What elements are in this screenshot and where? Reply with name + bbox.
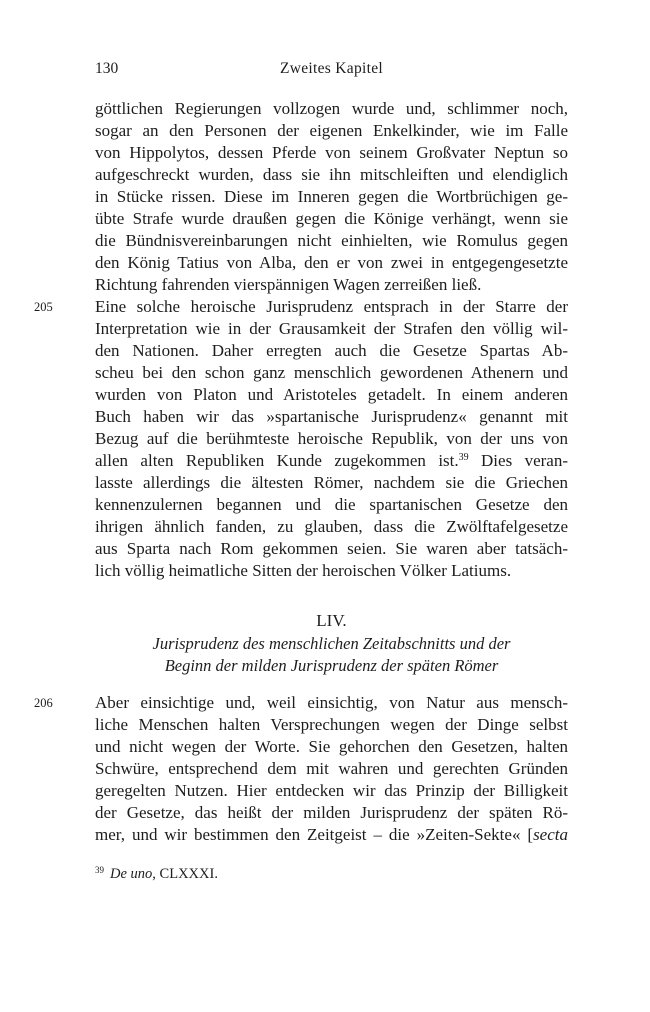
section-title [95, 633, 568, 677]
text-line: geregelten Nutzen. Hier entdecken wir das Prinzip der Billigkeit [95, 781, 568, 800]
paragraph-206 [95, 692, 568, 846]
text-line: Schwüre, entsprechend dem mit wahren und gerechten Gründen [95, 759, 568, 778]
text-line: Richtung fahrenden vierspännigen Wagen zerreißen ließ. [95, 275, 482, 294]
text-line: Aber einsichtige und, weil einsichtig, von Natur aus mensch- [95, 693, 568, 712]
footnote-number: 39 [95, 865, 104, 875]
text-line: Bezug auf die berühmteste heroische Republik, von der uns von [95, 429, 568, 448]
italic-term: secta [533, 825, 568, 844]
text-block-continuation [95, 98, 568, 296]
section-title-line: Beginn der milden Jurisprudenz der späten Römer [164, 656, 499, 675]
text-line: den König Tatius von Alba, den er von zwei in entgegengesetzte [95, 253, 568, 272]
paragraph-number-206: 206 [34, 696, 53, 710]
text-line: übte Strafe wurde draußen gegen die Könige verhängt, wenn sie [95, 209, 568, 228]
text-line: und nicht wegen der Worte. Sie gehorchen den Gesetzen, halten [95, 737, 568, 756]
text-line: lich völlig heimatliche Sitten der heroischen Völker Latiums. [95, 561, 512, 580]
text-line: aufgeschreckt wurden, dass sie ihn mitschleiften und elendiglich [95, 165, 568, 184]
section-title-line: Jurisprudenz des menschlichen Zeitabschnitts und der [152, 634, 511, 653]
footnote-reference[interactable]: 39 [458, 452, 469, 463]
section-number: LIV. [316, 611, 347, 630]
text-line: Interpretation wie in der Grausamkeit der Strafen den völlig wil- [95, 319, 568, 338]
footnote [95, 865, 218, 883]
text-line: lasste allerdings die ältesten Römer, nachdem sie die Griechen [95, 473, 568, 492]
text-line: in Stücke rissen. Diese im Inneren gegen die Wortbrüchigen ge- [95, 187, 568, 206]
text-line-with-footnote [95, 450, 568, 472]
text-line: sogar an den Personen der eigenen Enkelkinder, wie im Falle [95, 121, 568, 140]
footnote-work-title: De uno [110, 866, 153, 882]
text-line: Eine solche heroische Jurisprudenz entsprach in der Starre der [95, 297, 568, 316]
text-line: aus Sparta nach Rom gekommen seien. Sie waren aber tatsäch- [95, 539, 568, 558]
text-line: liche Menschen halten Versprechungen wegen der Dinge selbst [95, 715, 568, 734]
text-segment: mer, und wir bestimmen den Zeitgeist – die »Zeiten-Sekte« [ [95, 825, 534, 844]
text-segment: Dies veran- [468, 451, 569, 470]
text-line: kennenzulernen begannen und die spartanischen Gesetze den [95, 495, 568, 514]
text-line: Buch haben wir das »spartanische Jurisprudenz« genannt mit [95, 407, 568, 426]
text-line: ihrigen ähnlich fanden, zu glauben, dass die Zwölftafelgesetze [95, 517, 568, 536]
running-head: Zweites Kapitel [279, 60, 384, 77]
text-line: göttlichen Regierungen vollzogen wurde und, schlimmer noch, [95, 99, 568, 118]
text-line: von Hippolytos, dessen Pferde von seinem Großvater Neptun so [95, 143, 568, 162]
text-segment: allen alten Republiken Kunde zugekommen ist. [95, 451, 459, 470]
text-line: scheu bei den schon ganz menschlich gewordenen Athenern und [95, 363, 568, 382]
page-number: 130 [95, 60, 119, 77]
page-header [95, 60, 568, 80]
paragraph-number-205: 205 [34, 300, 53, 314]
text-line: den Nationen. Daher erregten auch die Gesetze Spartas Ab- [95, 341, 568, 360]
text-line: der Gesetze, das heißt der milden Jurisprudenz der späten Rö- [95, 803, 568, 822]
footnote-reference-text: , CLXXXI. [152, 866, 218, 882]
text-line-with-italic [95, 824, 568, 846]
paragraph-205 [95, 296, 568, 582]
text-line: die Bündnisvereinbarungen nicht einhielten, wie Romulus gegen [95, 231, 568, 250]
text-line: wurden von Platon und Aristoteles getadelt. In einem anderen [95, 385, 568, 404]
